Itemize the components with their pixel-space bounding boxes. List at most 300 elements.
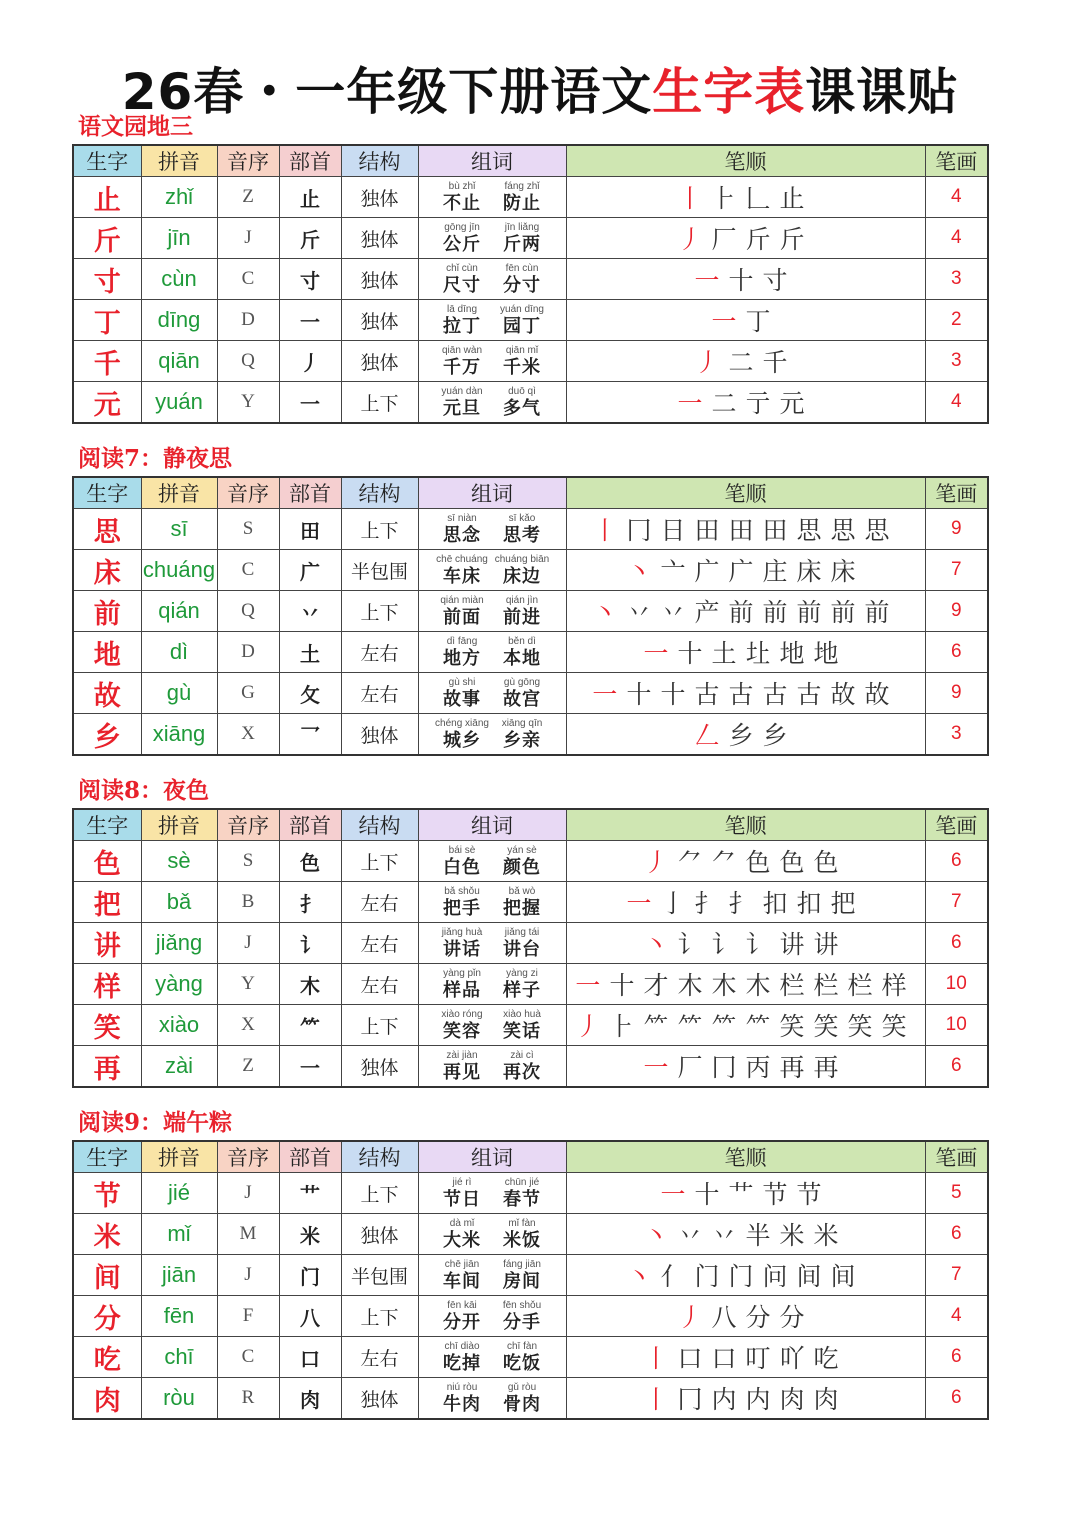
word-group-cell <box>418 1005 566 1046</box>
section-label: 阅读8：夜色 <box>78 777 210 804</box>
stroke-step: 色 <box>745 848 771 877</box>
word-hanzi: 米饭 <box>503 1229 541 1251</box>
column-header-char: 生字 <box>73 145 141 177</box>
word-group-cell <box>418 382 566 424</box>
table-row <box>73 177 988 218</box>
stroke-step: 前 <box>864 598 890 627</box>
stroke-step: 土 <box>711 639 737 668</box>
stroke-step: 庄 <box>762 557 788 586</box>
stroke-step: ⺮ <box>745 1012 771 1041</box>
section-label: 阅读9：端午粽 <box>78 1109 233 1136</box>
structure-cell: 独体 <box>341 177 418 218</box>
structure-cell: 左右 <box>341 964 418 1005</box>
word-hanzi: 故事 <box>443 688 481 710</box>
pinyin-cell: dì <box>141 632 217 673</box>
word-pinyin: qián jìn <box>505 594 539 606</box>
character-cell: 间 <box>73 1255 141 1296</box>
stroke-step: 栏 <box>847 971 873 1000</box>
word-pinyin: jiǎng huà <box>441 926 483 938</box>
character-cell: 寸 <box>73 259 141 300</box>
stroke-order-cell <box>566 1378 925 1420</box>
column-header-radical: 部首 <box>279 809 341 841</box>
word-group-cell <box>418 673 566 714</box>
word-hanzi: 园丁 <box>503 315 541 337</box>
stroke-step: 色 <box>779 848 805 877</box>
lesson-section <box>72 112 987 424</box>
word-hanzi: 分开 <box>443 1311 481 1333</box>
pinyin-cell: jiǎng <box>141 923 217 964</box>
word-pinyin: chéng xiāng <box>435 717 489 729</box>
column-header-words: 组词 <box>418 1141 566 1173</box>
phonetic-order-cell: J <box>217 1173 279 1214</box>
character-table <box>72 808 989 1088</box>
stroke-step: 栏 <box>779 971 805 1000</box>
stroke-step: 冂 <box>711 1053 737 1082</box>
stroke-step: 斤 <box>779 225 805 254</box>
word-hanzi: 斤两 <box>503 233 541 255</box>
structure-cell: 上下 <box>341 1005 418 1046</box>
stroke-step: 丨 <box>643 1344 669 1373</box>
word-pair <box>492 1258 552 1293</box>
table-row <box>73 382 988 424</box>
column-header-strokes: 笔顺 <box>566 477 925 509</box>
stroke-count-cell: 9 <box>925 673 988 714</box>
stroke-step: 一 <box>660 1180 686 1209</box>
word-group-cell <box>418 177 566 218</box>
word-hanzi: 讲台 <box>503 938 541 960</box>
column-header-radical: 部首 <box>279 477 341 509</box>
stroke-step: 丶 <box>626 1262 652 1291</box>
word-pair <box>492 344 552 379</box>
column-header-pinyin: 拼音 <box>141 145 217 177</box>
stroke-step: 地 <box>779 639 805 668</box>
stroke-order-cell <box>566 923 925 964</box>
lesson-section <box>72 444 987 756</box>
lesson-section <box>72 1108 987 1420</box>
stroke-step: 丶 <box>643 1221 669 1250</box>
word-pinyin: qiān mǐ <box>505 344 539 356</box>
stroke-step: 笑 <box>779 1012 805 1041</box>
word-hanzi: 不止 <box>443 192 481 214</box>
stroke-step: 肉 <box>813 1385 839 1414</box>
character-cell: 肉 <box>73 1378 141 1420</box>
structure-cell: 上下 <box>341 841 418 882</box>
structure-cell: 独体 <box>341 1378 418 1420</box>
stroke-count-cell: 3 <box>925 259 988 300</box>
word-pinyin: qián miàn <box>440 594 484 606</box>
stroke-step: 节 <box>762 1180 788 1209</box>
stroke-step: 笑 <box>813 1012 839 1041</box>
title-part1: 26春・一年级下册语文 <box>121 63 653 121</box>
radical-cell: 斤 <box>279 218 341 259</box>
word-pair <box>492 635 552 670</box>
word-pinyin: xiào róng <box>441 1008 483 1020</box>
structure-cell: 左右 <box>341 923 418 964</box>
phonetic-order-cell: Y <box>217 964 279 1005</box>
word-hanzi: 样子 <box>503 979 541 1001</box>
stroke-order-cell <box>566 841 925 882</box>
pinyin-cell: qiān <box>141 341 217 382</box>
stroke-step: 八 <box>711 1303 737 1332</box>
word-pair <box>432 926 492 961</box>
character-cell: 床 <box>73 550 141 591</box>
word-hanzi: 思考 <box>503 524 541 546</box>
stroke-step: 日 <box>660 516 686 545</box>
stroke-step: 讠 <box>711 930 737 959</box>
stroke-count-cell: 4 <box>925 1296 988 1337</box>
character-cell: 乡 <box>73 714 141 756</box>
stroke-step: 古 <box>728 680 754 709</box>
stroke-step: 二 <box>711 389 737 418</box>
stroke-count-cell: 4 <box>925 177 988 218</box>
stroke-step: 十 <box>694 1180 720 1209</box>
stroke-step: 古 <box>796 680 822 709</box>
word-hanzi: 车床 <box>443 565 481 587</box>
word-group-cell <box>418 1173 566 1214</box>
pinyin-cell: xiào <box>141 1005 217 1046</box>
stroke-order-cell <box>566 1005 925 1046</box>
stroke-step: 故 <box>864 680 890 709</box>
stroke-count-cell: 6 <box>925 1046 988 1088</box>
character-cell: 地 <box>73 632 141 673</box>
stroke-step: 丿 <box>694 348 720 377</box>
word-pair <box>432 885 492 920</box>
stroke-step: 艹 <box>728 1180 754 1209</box>
word-hanzi: 尺寸 <box>443 274 481 296</box>
structure-cell: 左右 <box>341 1337 418 1378</box>
word-pinyin: fēn shǒu <box>502 1299 542 1311</box>
character-cell: 故 <box>73 673 141 714</box>
word-pair <box>492 1217 552 1252</box>
stroke-step: 讲 <box>779 930 805 959</box>
table-row <box>73 1378 988 1420</box>
word-hanzi: 大米 <box>443 1229 481 1251</box>
character-table <box>72 1140 989 1420</box>
stroke-count-cell: 10 <box>925 964 988 1005</box>
column-header-count: 笔画 <box>925 809 988 841</box>
word-pair <box>432 1381 492 1416</box>
stroke-step: 田 <box>728 516 754 545</box>
word-pinyin: yán sè <box>507 844 537 856</box>
word-pair <box>492 512 552 547</box>
character-cell: 吃 <box>73 1337 141 1378</box>
word-pinyin: yuán dàn <box>441 385 483 397</box>
word-pinyin: gǔ ròu <box>507 1381 537 1393</box>
character-cell: 把 <box>73 882 141 923</box>
table-row <box>73 259 988 300</box>
stroke-step: 思 <box>796 516 822 545</box>
stroke-step: 丷 <box>711 1221 737 1250</box>
stroke-step: 问 <box>762 1262 788 1291</box>
column-header-count: 笔画 <box>925 1141 988 1173</box>
word-hanzi: 白色 <box>443 856 481 878</box>
stroke-step: ⺊ <box>609 1012 635 1041</box>
stroke-step: 丨 <box>643 1385 669 1414</box>
stroke-step: ⺮ <box>643 1012 669 1041</box>
pinyin-cell: jié <box>141 1173 217 1214</box>
stroke-step: 田 <box>762 516 788 545</box>
word-hanzi: 吃饭 <box>503 1352 541 1374</box>
pinyin-cell: ròu <box>141 1378 217 1420</box>
word-group-cell <box>418 964 566 1005</box>
character-cell: 讲 <box>73 923 141 964</box>
stroke-step: 前 <box>762 598 788 627</box>
phonetic-order-cell: C <box>217 1337 279 1378</box>
stroke-count-cell: 6 <box>925 923 988 964</box>
stroke-step: ⺊ <box>711 184 737 213</box>
radical-cell: 木 <box>279 964 341 1005</box>
word-pinyin: gù shi <box>448 676 476 688</box>
word-group-cell <box>418 341 566 382</box>
stroke-step: 内 <box>711 1385 737 1414</box>
stroke-step: 丿 <box>575 1012 601 1041</box>
word-hanzi: 故宫 <box>503 688 541 710</box>
word-pinyin: fēn cùn <box>505 262 539 274</box>
word-group-cell <box>418 1214 566 1255</box>
column-header-count: 笔画 <box>925 145 988 177</box>
word-pair <box>432 344 492 379</box>
stroke-step: 田 <box>694 516 720 545</box>
phonetic-order-cell: Z <box>217 1046 279 1088</box>
stroke-step: 吖 <box>779 1344 805 1373</box>
word-pair <box>432 1340 492 1375</box>
word-pair <box>432 635 492 670</box>
stroke-step: 十 <box>677 639 703 668</box>
stroke-step: 分 <box>745 1303 771 1332</box>
stroke-step: 一 <box>592 680 618 709</box>
radical-cell: 门 <box>279 1255 341 1296</box>
section-label: 阅读7：静夜思 <box>78 445 233 472</box>
word-hanzi: 前进 <box>503 606 541 628</box>
column-header-pinyin: 拼音 <box>141 1141 217 1173</box>
table-row <box>73 218 988 259</box>
pinyin-cell: chī <box>141 1337 217 1378</box>
stroke-order-cell <box>566 1296 925 1337</box>
structure-cell: 上下 <box>341 591 418 632</box>
word-pair <box>432 1258 492 1293</box>
radical-cell: 一 <box>279 300 341 341</box>
column-header-structure: 结构 <box>341 1141 418 1173</box>
word-pinyin: běn dì <box>508 635 536 647</box>
character-cell: 思 <box>73 509 141 550</box>
column-header-structure: 结构 <box>341 809 418 841</box>
word-hanzi: 再次 <box>503 1061 541 1083</box>
word-pinyin: chūn jié <box>504 1176 540 1188</box>
phonetic-order-cell: B <box>217 882 279 923</box>
column-header-strokes: 笔顺 <box>566 809 925 841</box>
word-pair <box>432 1299 492 1334</box>
stroke-count-cell: 6 <box>925 1337 988 1378</box>
character-cell: 斤 <box>73 218 141 259</box>
stroke-step: 丿 <box>677 1303 703 1332</box>
stroke-step: 讲 <box>813 930 839 959</box>
character-cell: 样 <box>73 964 141 1005</box>
word-hanzi: 乡亲 <box>503 729 541 751</box>
stroke-count-cell: 9 <box>925 509 988 550</box>
character-cell: 色 <box>73 841 141 882</box>
character-cell: 止 <box>73 177 141 218</box>
structure-cell: 独体 <box>341 300 418 341</box>
word-pinyin: sī kǎo <box>508 512 536 524</box>
column-header-char: 生字 <box>73 1141 141 1173</box>
word-pinyin: jié rì <box>452 1176 472 1188</box>
stroke-step: 米 <box>813 1221 839 1250</box>
stroke-step: 十 <box>626 680 652 709</box>
stroke-step: 一 <box>694 266 720 295</box>
word-hanzi: 千万 <box>443 356 481 378</box>
phonetic-order-cell: C <box>217 550 279 591</box>
word-pinyin: bái sè <box>448 844 476 856</box>
character-cell: 节 <box>73 1173 141 1214</box>
pinyin-cell: jiān <box>141 1255 217 1296</box>
column-header-order: 音序 <box>217 145 279 177</box>
word-hanzi: 房间 <box>503 1270 541 1292</box>
phonetic-order-cell: J <box>217 923 279 964</box>
word-hanzi: 千米 <box>503 356 541 378</box>
pinyin-cell: dīng <box>141 300 217 341</box>
word-pinyin: jiǎng tái <box>504 926 540 938</box>
stroke-step: 止 <box>779 184 805 213</box>
radical-cell: 一 <box>279 382 341 424</box>
word-group-cell <box>418 300 566 341</box>
stroke-step: 千 <box>762 348 788 377</box>
stroke-step: ⺈ <box>711 848 737 877</box>
structure-cell: 半包围 <box>341 1255 418 1296</box>
word-pinyin: zài jiàn <box>446 1049 478 1061</box>
word-hanzi: 拉丁 <box>443 315 481 337</box>
word-pair <box>492 594 552 629</box>
word-group-cell <box>418 1296 566 1337</box>
structure-cell: 上下 <box>341 1296 418 1337</box>
stroke-order-cell <box>566 714 925 756</box>
column-header-structure: 结构 <box>341 145 418 177</box>
radical-cell: 扌 <box>279 882 341 923</box>
stroke-count-cell: 5 <box>925 1173 988 1214</box>
phonetic-order-cell: S <box>217 841 279 882</box>
stroke-step: 床 <box>796 557 822 586</box>
word-group-cell <box>418 509 566 550</box>
character-cell: 再 <box>73 1046 141 1088</box>
word-pair <box>492 553 552 588</box>
stroke-step: 广 <box>728 557 754 586</box>
word-pinyin: chī fàn <box>506 1340 538 1352</box>
stroke-step: 丷 <box>626 598 652 627</box>
word-hanzi: 把握 <box>503 897 541 919</box>
table-row <box>73 300 988 341</box>
word-hanzi: 笑容 <box>443 1020 481 1042</box>
stroke-order-cell <box>566 509 925 550</box>
word-pair <box>432 553 492 588</box>
stroke-step: 米 <box>779 1221 805 1250</box>
phonetic-order-cell: J <box>217 218 279 259</box>
structure-cell: 左右 <box>341 632 418 673</box>
phonetic-order-cell: D <box>217 300 279 341</box>
stroke-step: 厂 <box>677 1053 703 1082</box>
stroke-step: 再 <box>779 1053 805 1082</box>
table-row <box>73 550 988 591</box>
word-pinyin: dì fāng <box>446 635 478 647</box>
stroke-step: 十 <box>660 680 686 709</box>
stroke-step: 再 <box>813 1053 839 1082</box>
stroke-step: 口 <box>677 1344 703 1373</box>
stroke-step: 扌 <box>694 889 720 918</box>
word-pinyin: jīn liǎng <box>504 221 540 233</box>
column-header-order: 音序 <box>217 809 279 841</box>
word-pair <box>492 1299 552 1334</box>
phonetic-order-cell: X <box>217 714 279 756</box>
stroke-order-cell <box>566 1046 925 1088</box>
word-hanzi: 地方 <box>443 647 481 669</box>
word-hanzi: 骨肉 <box>503 1393 541 1415</box>
phonetic-order-cell: Z <box>217 177 279 218</box>
stroke-order-cell <box>566 964 925 1005</box>
pinyin-cell: xiāng <box>141 714 217 756</box>
pinyin-cell: mǐ <box>141 1214 217 1255</box>
word-hanzi: 再见 <box>443 1061 481 1083</box>
structure-cell: 独体 <box>341 1214 418 1255</box>
stroke-count-cell: 6 <box>925 1378 988 1420</box>
character-table <box>72 476 989 756</box>
word-pair <box>432 180 492 215</box>
stroke-order-cell <box>566 591 925 632</box>
stroke-count-cell: 7 <box>925 550 988 591</box>
stroke-step: 吃 <box>813 1344 839 1373</box>
word-pinyin: gù gōng <box>503 676 541 688</box>
word-pair <box>492 1340 552 1375</box>
stroke-order-cell <box>566 300 925 341</box>
structure-cell: 上下 <box>341 382 418 424</box>
word-pinyin: qiān wàn <box>441 344 483 356</box>
word-hanzi: 分寸 <box>503 274 541 296</box>
stroke-step: 丶 <box>626 557 652 586</box>
column-header-strokes: 笔顺 <box>566 1141 925 1173</box>
stroke-step: 圵 <box>745 639 771 668</box>
word-pair <box>492 1008 552 1043</box>
stroke-count-cell: 4 <box>925 382 988 424</box>
table-row <box>73 509 988 550</box>
word-hanzi: 床边 <box>503 565 541 587</box>
word-hanzi: 把手 <box>443 897 481 919</box>
stroke-step: 故 <box>830 680 856 709</box>
table-row <box>73 1173 988 1214</box>
column-header-strokes: 笔顺 <box>566 145 925 177</box>
stroke-step: 半 <box>745 1221 771 1250</box>
structure-cell: 上下 <box>341 509 418 550</box>
word-hanzi: 分手 <box>503 1311 541 1333</box>
word-hanzi: 吃掉 <box>443 1352 481 1374</box>
table-row <box>73 1005 988 1046</box>
stroke-count-cell: 7 <box>925 1255 988 1296</box>
radical-cell: 田 <box>279 509 341 550</box>
word-hanzi: 牛肉 <box>443 1393 481 1415</box>
table-header-row <box>73 145 988 177</box>
radical-cell: 乛 <box>279 714 341 756</box>
stroke-step: 地 <box>813 639 839 668</box>
word-hanzi: 前面 <box>443 606 481 628</box>
word-pair <box>492 717 552 752</box>
phonetic-order-cell: J <box>217 1255 279 1296</box>
column-header-radical: 部首 <box>279 1141 341 1173</box>
stroke-step: 前 <box>830 598 856 627</box>
stroke-order-cell <box>566 1173 925 1214</box>
table-header-row <box>73 809 988 841</box>
word-group-cell <box>418 923 566 964</box>
pinyin-cell: yàng <box>141 964 217 1005</box>
word-pinyin: bǎ shǒu <box>444 885 480 897</box>
word-pair <box>492 844 552 879</box>
stroke-count-cell: 4 <box>925 218 988 259</box>
stroke-step: 栏 <box>813 971 839 1000</box>
